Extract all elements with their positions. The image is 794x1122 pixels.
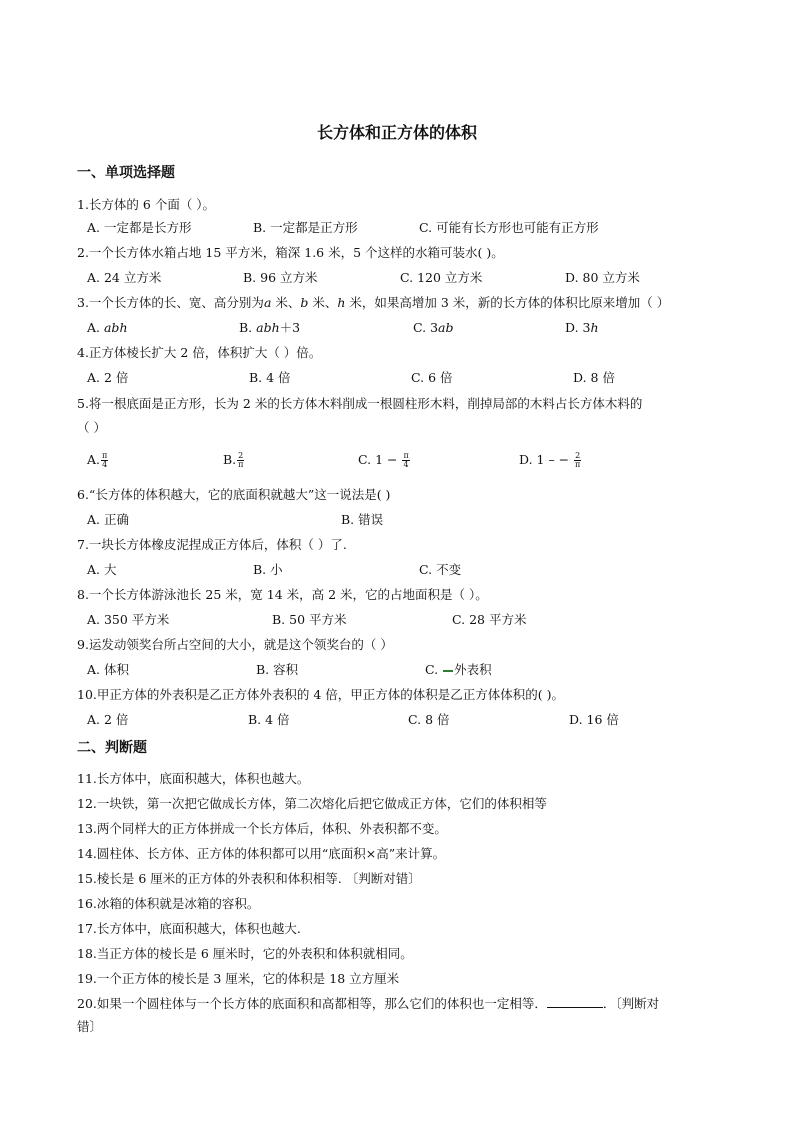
q4-option-b: B. 4 倍 xyxy=(249,370,291,385)
question-15: 15.棱长是 6 厘米的正方体的外表积和体积相等. 〔判断对错〕 xyxy=(77,871,421,886)
green-dash-mark xyxy=(443,670,453,672)
q3-stem-part: 3.一个长方体的长、宽、高分别为 xyxy=(77,295,264,310)
question-5: 5.将一根底面是正方形，长为 2 米的长方体木料削成一根圆柱形木料，削掉局部的木料占长方体木料的 xyxy=(77,396,643,411)
question-3-options xyxy=(87,320,727,336)
question-18: 18.当正方体的棱长是 6 厘米时，它的外表积和体积就相同。 xyxy=(77,946,413,961)
q1-option-c: C. 可能有长方形也可能有正方形 xyxy=(419,220,599,235)
question-10: 10.甲正方体的外表积是乙正方体外表积的 4 倍，甲正方体的体积是乙正方体体积的( )。 xyxy=(77,687,565,702)
q7-option-a: A. 大 xyxy=(87,562,117,577)
q5-option-c: C. 1 − $\frac{\pi}{4}$ xyxy=(358,451,409,469)
q5-option-a: A. $\frac{\pi}{4}$ xyxy=(87,451,108,469)
q3-option-a: A. abh xyxy=(87,320,128,335)
q7-option-b: B. 小 xyxy=(253,562,283,577)
question-19: 19.一个正方体的棱长是 3 厘米，它的体积是 18 立方厘米 xyxy=(77,971,400,986)
q2-option-a: A. 24 立方米 xyxy=(87,270,162,285)
question-12: 12.一块铁，第一次把它做成长方体，第二次熔化后把它做成正方体，它们的体积相等 xyxy=(77,796,547,811)
question-2: 2.一个长方体水箱占地 15 平方米，箱深 1.6 米，5 个这样的水箱可装水( )。 xyxy=(77,245,504,260)
q1-option-b: B. 一定都是正方形 xyxy=(253,220,358,235)
question-7-options xyxy=(87,562,727,578)
q2-option-b: B. 96 立方米 xyxy=(243,270,318,285)
q5-b-fraction: $\frac{2}{\pi}$ xyxy=(238,451,244,469)
q10-option-b: B. 4 倍 xyxy=(248,712,290,727)
q4-option-d: D. 8 倍 xyxy=(573,370,615,385)
q3-stem-part: 米、 xyxy=(308,295,338,310)
q9-option-a: A. 体积 xyxy=(87,662,129,677)
q10-option-a: A. 2 倍 xyxy=(87,712,129,727)
question-9: 9.运发动领奖台所占空间的大小，就是这个领奖台的（ ） xyxy=(77,637,393,652)
q3-var-h: h xyxy=(337,295,346,310)
q7-option-c: C. 不变 xyxy=(419,562,462,577)
q9-option-b: B. 容积 xyxy=(256,662,299,677)
question-17: 17.长方体中，底面积越大，体积也越大. xyxy=(77,921,301,936)
answer-blank xyxy=(547,996,603,1008)
q10-option-c: C. 8 倍 xyxy=(408,712,450,727)
q9-option-c: C. 外表积 xyxy=(425,662,492,677)
question-20-continued: 错〕 xyxy=(77,1019,103,1034)
q8-option-a: A. 350 平方米 xyxy=(87,612,170,627)
question-3 xyxy=(77,295,669,311)
question-5-options xyxy=(87,452,727,474)
question-8-options xyxy=(87,612,727,628)
question-8: 8.一个长方体游泳池长 25 米，宽 14 米，高 2 米，它的占地面积是（ ）。 xyxy=(77,587,488,602)
q5-c-fraction: $\frac{\pi}{4}$ xyxy=(403,451,409,469)
q2-option-c: C. 120 立方米 xyxy=(400,270,483,285)
q8-option-b: B. 50 平方米 xyxy=(272,612,347,627)
question-4-options xyxy=(87,370,727,386)
q6-option-b: B. 错误 xyxy=(341,512,384,527)
q2-option-d: D. 80 立方米 xyxy=(565,270,640,285)
question-20: 20.如果一个圆柱体与一个长方体的底面积和高都相等，那么它们的体积也一定相等． ．〔判断对 xyxy=(77,996,660,1011)
q8-option-c: C. 28 平方米 xyxy=(452,612,527,627)
q5-d-fraction: $\frac{2}{\pi}$ xyxy=(575,451,581,469)
q3-option-d: D. 3h xyxy=(565,320,599,335)
question-9-options xyxy=(87,662,727,678)
q1-option-a: A. 一定都是长方形 xyxy=(87,220,192,235)
question-4: 4.正方体棱长扩大 2 倍，体积扩大（ ）倍。 xyxy=(77,345,322,360)
question-1-options xyxy=(87,220,727,236)
q5-option-b: B. $\frac{2}{\pi}$ xyxy=(223,451,244,469)
question-16: 16.冰箱的体积就是冰箱的容积。 xyxy=(77,896,260,911)
question-13: 13.两个同样大的正方体拼成一个长方体后，体积、外表积都不变。 xyxy=(77,821,447,836)
q3-stem-part: 米、 xyxy=(271,295,301,310)
section-heading-multiple-choice: 一、单项选择题 xyxy=(77,165,175,181)
question-6-options xyxy=(87,512,727,528)
question-5-paren: （ ） xyxy=(77,420,106,435)
question-14: 14.圆柱体、长方体、正方体的体积都可以用“底面积×高”来计算。 xyxy=(77,846,446,861)
q3-option-c: C. 3ab xyxy=(413,320,454,335)
page-title: 长方体和正方体的体积 xyxy=(316,123,477,142)
q3-option-b: B. abh＋3 xyxy=(239,320,301,335)
q4-option-a: A. 2 倍 xyxy=(87,370,129,385)
q10-option-d: D. 16 倍 xyxy=(569,712,619,727)
question-6: 6.“长方体的体积越大，它的底面积就越大”这一说法是( ) xyxy=(77,487,391,502)
q6-option-a: A. 正确 xyxy=(87,512,129,527)
q3-var-a: a xyxy=(263,295,272,310)
q5-option-d: D. 1 – − $\frac{2}{\pi}$ xyxy=(519,451,581,469)
q5-a-fraction: $\frac{\pi}{4}$ xyxy=(102,451,108,469)
question-10-options xyxy=(87,712,727,728)
question-7: 7.一块长方体橡皮泥捏成正方体后，体积（ ）了. xyxy=(77,537,347,552)
question-11: 11.长方体中，底面积越大，体积也越大。 xyxy=(77,771,310,786)
q4-option-c: C. 6 倍 xyxy=(411,370,453,385)
question-2-options xyxy=(87,270,727,286)
q3-stem-part: 米，如果高增加 3 米，新的长方体的体积比原来增加（ ） xyxy=(345,295,670,310)
question-1: 1.长方体的 6 个面（ ）。 xyxy=(77,197,216,212)
section-heading-true-false: 二、判断题 xyxy=(77,740,147,756)
q3-var-b: b xyxy=(300,295,309,310)
